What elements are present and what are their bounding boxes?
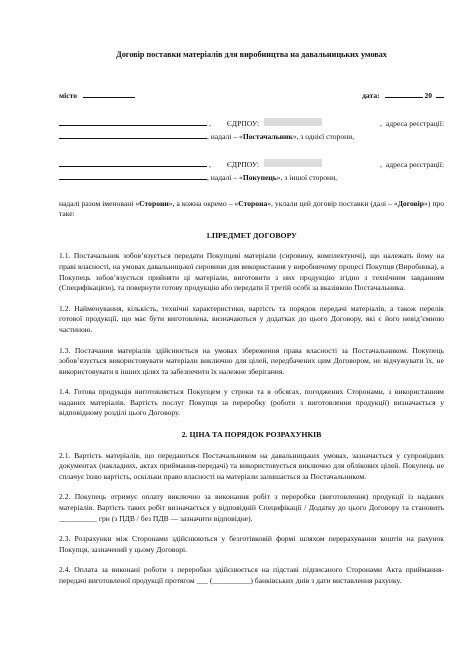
clause-2-2: 2.2. Покупець отримує оплату виключно за виконання робіт з переробки (виготовлення) продукції із наданих матеріалів. Вартість таких робіт визначається у відповідній Специфікації / Додатку до цього Договору та становить __________ грн (з ПДВ / без ПДВ — зазначити відповідне). (59, 492, 444, 523)
buyer-role: , надалі – «Покупець», з іншої сторони, (207, 172, 338, 182)
year-prefix: 20 (424, 90, 433, 100)
supplier-role-name: Постачальник (242, 131, 293, 141)
buyer-line-2 (59, 171, 444, 184)
clause-1-1: 1.1. Постачальник зобов’язується передати Покупцеві матеріали (сировину, комплектуючі), що належать йому на праві власності, на умовах давальницької сировини для використання у виробничому процесі Покупця (Виробника), а Покупець зобов’язується прийняти ці матеріали, виготовити з них продукцію згідно з технічним завданням (Специфікацією), та повернути готову продукцію або передати її третій особі за вказівкою Постачальника. (59, 251, 444, 293)
supplier-role: , надалі – «Постачальник», з однієї сторони, (207, 131, 355, 141)
date-field (362, 89, 444, 102)
section-heading-price: 2. ЦІНА ТА ПОРЯДОК РОЗРАХУНКІВ (181, 430, 322, 440)
buyer-block (59, 158, 444, 183)
date-blank (385, 89, 423, 98)
document-title: Договір поставки матеріалів для виробництва на давальницьких умовах (116, 50, 387, 59)
clause-2-4: 2.4. Оплата за виконані роботи з переробки здійснюється на підставі підписаного Сторонами Акта приймання-передачі виготовленої продукції протягом ___ (__________) банківських днів з дати виставлення рахунку. (59, 565, 444, 585)
buyer-line-1: , ЄДРПОУ: , адреса реєстрації: (59, 158, 444, 171)
supplier-name-blank (59, 117, 207, 126)
buyer-address-blank (59, 171, 207, 180)
clause-1-4: 1.4. Готова продукція виготовляється Покупцем у строки та в обсягах, погоджених Сторонами, з використанням наданих матеріалів. Вартість послуг Покупця за переробку (роботи з виготовлення продукції) визначається у відповідному розділі цього Договору. (59, 387, 444, 418)
clause-2-1: 2.1. Вартість матеріалів, що передаються Постачальником на давальницьких умовах, зазначається у супровідних документах (накладних, актах приймання-передачі) та використовується виключно для облікових цілей. Покупець не сплачує їхню вартість, оскільки право власності на матеріали залишається за Постачальником. (59, 450, 444, 481)
supplier-line-2 (59, 130, 444, 143)
year-blank (436, 89, 444, 98)
clause-2-3: 2.3. Розрахунки між Сторонами здійснюються у безготівковій формі шляхом перерахування коштів на рахунок Покупця, зазначений у цьому Договорі. (59, 534, 444, 554)
date-label: дата: (362, 90, 380, 100)
section-heading-subject: 1.ПРЕДМЕТ ДОГОВОРУ (206, 230, 297, 240)
supplier-block (59, 117, 444, 142)
city-field (59, 89, 135, 102)
clause-1-2: 1.2. Найменування, кількість, технічні характеристики, вартість та порядок передачі матеріалів, а також перелік готової продукції, що має бути виготовлена, визначаються у додатках до цього Договору, які є його невід’ємною частиною. (59, 303, 444, 334)
supplier-edrpou-redacted (264, 118, 322, 126)
buyer-name-blank (59, 158, 207, 167)
buyer-address-label: адреса реєстрації: (385, 160, 444, 170)
intro-paragraph: надалі разом іменовані «Сторони», а кожна окремо – «Сторона», уклали цей договір поставки (далі – «Договір») про таке: (59, 198, 444, 219)
city-date-line (59, 89, 444, 102)
city-blank (83, 89, 135, 98)
supplier-edrpou-label: ЄДРПОУ: (226, 119, 260, 129)
buyer-edrpou-redacted (264, 159, 322, 167)
supplier-line-1: , ЄДРПОУ: , адреса реєстрації: (59, 117, 444, 130)
supplier-address-blank (59, 130, 207, 139)
clause-1-3: 1.3. Постачання матеріалів здійснюється на умовах збереження права власності за Постачальником. Покупець зобов’язується використовувати матеріали виключно для цілей, передбачених цим Договором, не відчужувати їх, не використовувати в інших цілях та забезпечити їх належне зберігання. (59, 345, 444, 376)
city-label: місто (59, 90, 78, 100)
buyer-edrpou-label: ЄДРПОУ: (226, 160, 260, 170)
supplier-address-label: адреса реєстрації: (385, 119, 444, 129)
buyer-role-name: Покупець (242, 172, 277, 182)
